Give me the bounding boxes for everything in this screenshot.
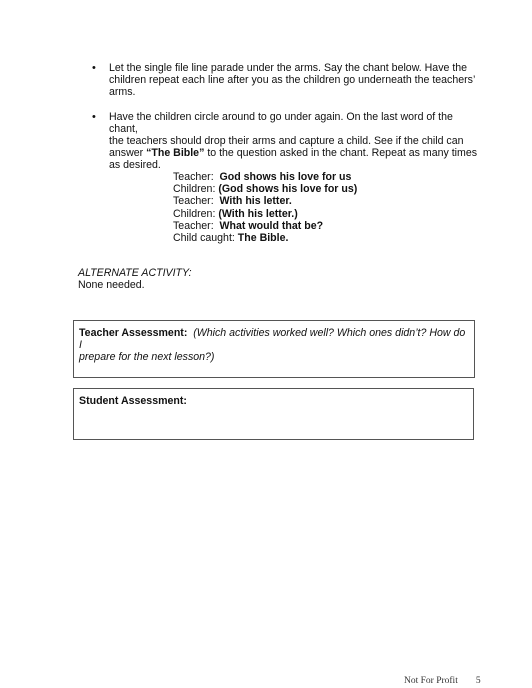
student-assessment-box[interactable] <box>73 388 474 440</box>
instruction-line: the teachers should drop their arms and capture a child. See if the child can <box>109 135 464 148</box>
chant-speaker: Teacher: <box>173 219 214 232</box>
teacher-assessment-box[interactable] <box>73 320 475 378</box>
teacher-assessment-note: (Which activities worked well? Which ones didn’t? How do I <box>79 327 466 352</box>
chant-text: The Bible. <box>237 232 289 245</box>
bullet-mark: • <box>92 62 96 74</box>
chant-text: What would that be? <box>219 219 324 232</box>
chant-speaker: Children: <box>173 207 216 220</box>
page-footer <box>404 675 481 687</box>
teacher-assessment-note: prepare for the next lesson?) <box>79 351 215 364</box>
chant-speaker: Child caught: <box>173 232 235 245</box>
student-assessment-label: Student Assessment: <box>79 395 187 407</box>
bible-emphasis: “The Bible” <box>146 147 205 160</box>
instruction-line: Let the single file line parade under the arms. Say the chant below. Have the <box>109 62 468 74</box>
chant-line <box>173 183 357 195</box>
footer-text: Not For Profit <box>404 676 458 686</box>
chant-line <box>173 208 357 220</box>
instruction-line: arms. <box>109 86 136 99</box>
instruction-line: as desired. <box>109 159 161 172</box>
instruction-text: to the question asked in the chant. Repeat as many times <box>204 147 478 160</box>
instruction-line: children repeat each line after you as the children go underneath the teachers’ <box>109 74 476 87</box>
chant-speaker: Teacher: <box>173 171 214 183</box>
chant-line <box>173 220 357 232</box>
chant-text: God shows his love for us <box>219 171 352 183</box>
alternate-activity-heading: ALTERNATE ACTIVITY: <box>78 267 192 279</box>
chant-line <box>173 195 357 207</box>
teacher-assessment-label: Teacher Assessment: <box>79 327 188 339</box>
chant-line <box>173 232 357 244</box>
instruction-line <box>109 147 482 159</box>
chant-text: (With his letter.) <box>218 207 298 220</box>
instructions-list <box>92 62 482 184</box>
bullet-mark: • <box>92 110 96 123</box>
chant-line <box>173 171 357 183</box>
instruction-text: answer <box>109 147 147 160</box>
chant-speaker: Teacher: <box>173 195 214 208</box>
chant-block <box>173 171 357 244</box>
alternate-activity-text: None needed. <box>78 279 145 292</box>
alternate-activity-section <box>78 267 192 291</box>
chant-text: (God shows his love for us) <box>218 183 358 196</box>
teacher-assessment-line <box>79 327 469 351</box>
chant-text: With his letter. <box>219 195 292 208</box>
page-number: 5 <box>475 676 481 686</box>
chant-speaker: Children: <box>173 183 216 196</box>
instruction-line: Have the children circle around to go under again. On the last word of the chant, <box>109 110 453 135</box>
instruction-bullet-2 <box>92 111 482 172</box>
instruction-bullet-1 <box>92 62 482 99</box>
